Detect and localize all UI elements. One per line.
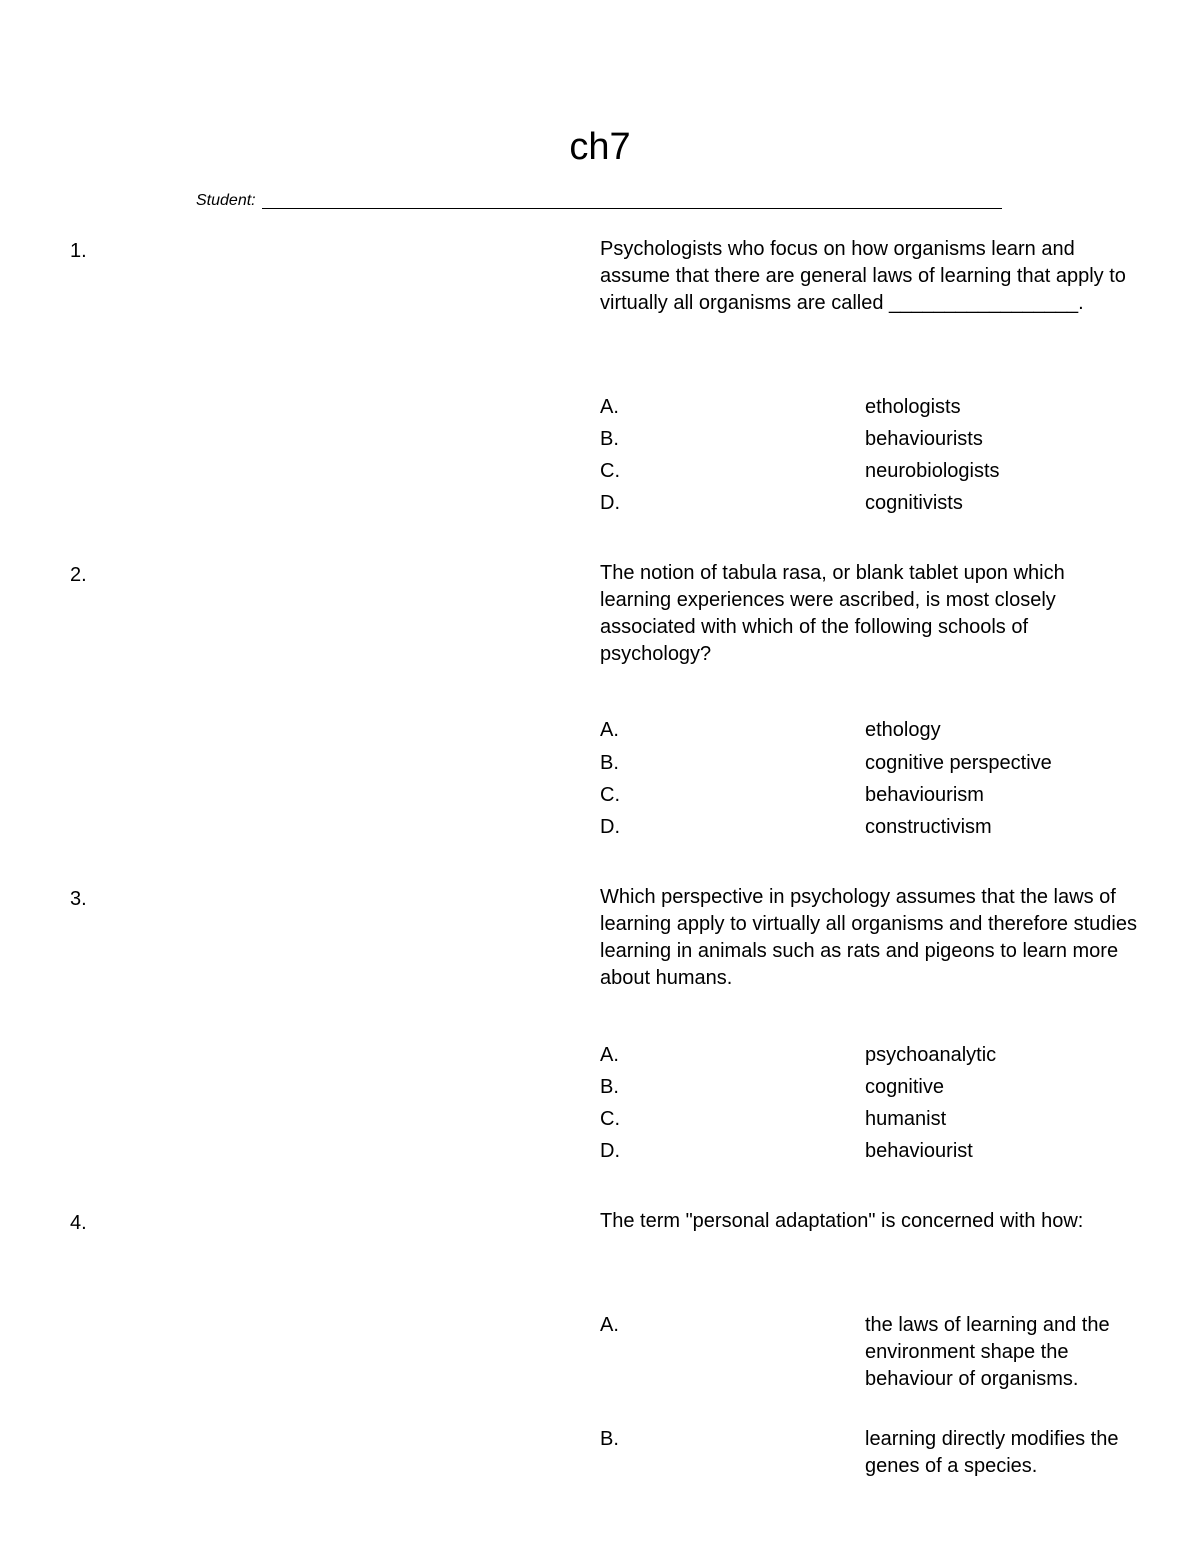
choice-letter: A.: [600, 1044, 619, 1066]
choice-text: ethology: [865, 719, 941, 741]
student-label: Student:: [196, 192, 256, 209]
choice-text: behaviourist: [865, 1140, 973, 1162]
question-text: The term "personal adaptation" is concerned with how:: [600, 1210, 1084, 1232]
choice-text: humanist: [865, 1108, 947, 1130]
choice-letter: D.: [600, 492, 620, 514]
choice-text: behaviourism: [865, 784, 984, 806]
choice-letter: C.: [600, 1108, 620, 1130]
question-text: Which perspective in psychology assumes that the laws of learning apply to virtually all organisms and therefore studies learning in animals such as rats and pigeons to learn more about humans.: [600, 886, 1137, 989]
choice-text: neurobiologists: [865, 460, 1000, 482]
choice-letter: B.: [600, 428, 619, 450]
question-number: 4.: [70, 1212, 87, 1234]
question-text: Psychologists who focus on how organisms learn and assume that there are general laws of learning that apply to virtually all organisms are called _________________.: [600, 238, 1126, 314]
choice-text: learning directly modifies the genes of a species.: [865, 1428, 1119, 1477]
student-name-line: [262, 208, 1002, 209]
choice-text: cognitivists: [865, 492, 963, 514]
choice-text: behaviourists: [865, 428, 983, 450]
choice-letter: B.: [600, 1428, 619, 1450]
question-number: 2.: [70, 564, 87, 586]
choice-text: psychoanalytic: [865, 1044, 997, 1066]
choice-text: the laws of learning and the environment shape the behaviour of organisms.: [865, 1314, 1110, 1390]
choice-text: cognitive: [865, 1076, 944, 1098]
question-text: The notion of tabula rasa, or blank tablet upon which learning experiences were ascribed, is most closely associated with which of the following schools of psychology?: [600, 562, 1065, 665]
choice-letter: A.: [600, 396, 619, 418]
choice-letter: B.: [600, 1076, 619, 1098]
choice-text: constructivism: [865, 816, 992, 838]
choice-letter: A.: [600, 719, 619, 741]
choice-letter: C.: [600, 460, 620, 482]
question-number: 3.: [70, 888, 87, 910]
choice-letter: B.: [600, 752, 619, 774]
page-title: ch7: [569, 126, 631, 168]
choice-letter: D.: [600, 816, 620, 838]
choice-text: cognitive perspective: [865, 752, 1052, 774]
choice-letter: D.: [600, 1140, 620, 1162]
choice-text: ethologists: [865, 396, 961, 418]
student-field: [196, 191, 1002, 213]
choice-letter: C.: [600, 784, 620, 806]
question-number: 1.: [70, 240, 87, 262]
choice-letter: A.: [600, 1314, 619, 1336]
